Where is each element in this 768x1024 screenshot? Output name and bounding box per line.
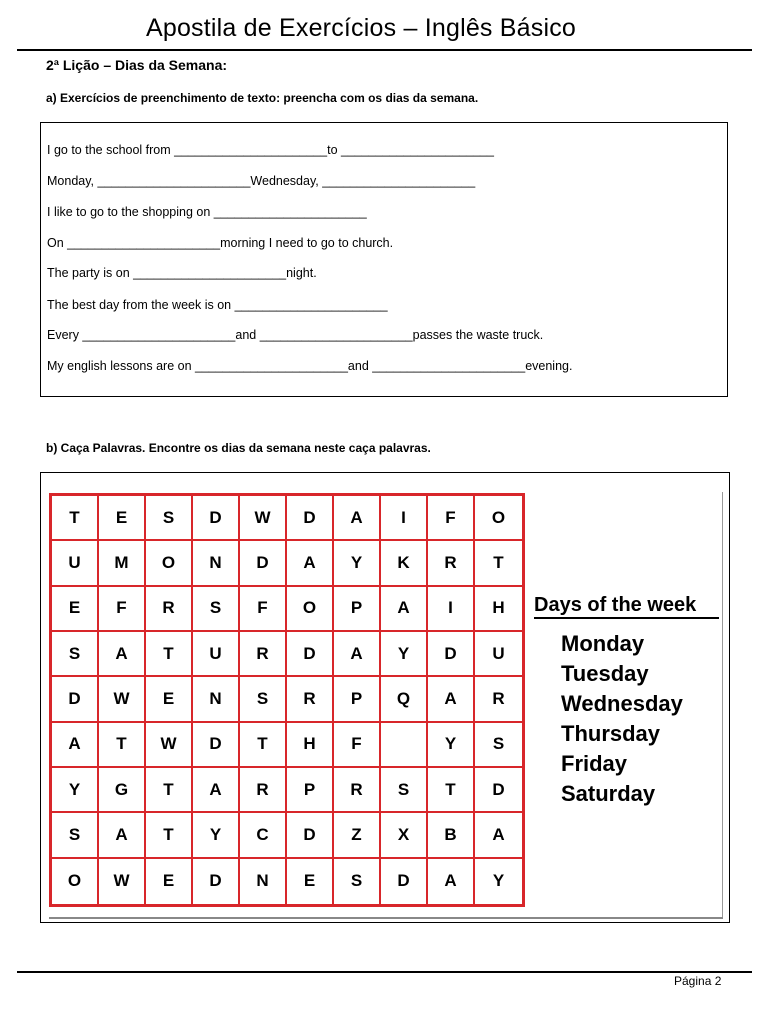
grid-cell: S bbox=[146, 496, 193, 541]
inner-frame-bottom-edge bbox=[49, 917, 723, 919]
grid-cell: S bbox=[334, 859, 381, 904]
grid-cell: E bbox=[146, 859, 193, 904]
grid-cell: A bbox=[99, 813, 146, 858]
grid-cell: O bbox=[52, 859, 99, 904]
grid-cell: T bbox=[475, 541, 522, 586]
grid-cell: T bbox=[240, 723, 287, 768]
grid-cell: A bbox=[428, 677, 475, 722]
grid-cell: I bbox=[428, 587, 475, 632]
grid-cell: A bbox=[287, 541, 334, 586]
week-word: Wednesday bbox=[561, 691, 683, 716]
grid-cell: R bbox=[146, 587, 193, 632]
grid-cell: D bbox=[240, 541, 287, 586]
week-word: Friday bbox=[561, 751, 628, 776]
grid-cell: F bbox=[428, 496, 475, 541]
grid-cell: E bbox=[99, 496, 146, 541]
grid-cell: A bbox=[52, 723, 99, 768]
grid-cell: Y bbox=[428, 723, 475, 768]
grid-cell: N bbox=[193, 677, 240, 722]
page-number: Página 2 bbox=[674, 974, 722, 988]
grid-cell: I bbox=[381, 496, 428, 541]
fill-in-line: I like to go to the shopping on ______________________ bbox=[47, 205, 367, 219]
grid-cell: T bbox=[146, 768, 193, 813]
section-b-instruction: b) Caça Palavras. Encontre os dias da semana neste caça palavras. bbox=[46, 441, 431, 455]
grid-cell bbox=[381, 723, 428, 768]
grid-cell: D bbox=[193, 723, 240, 768]
grid-cell: Y bbox=[193, 813, 240, 858]
fill-in-line: Every ______________________and ______________________passes the waste truck. bbox=[47, 328, 544, 342]
grid-cell: H bbox=[287, 723, 334, 768]
grid-cell: R bbox=[240, 632, 287, 677]
grid-cell: R bbox=[475, 677, 522, 722]
grid-cell: D bbox=[428, 632, 475, 677]
grid-cell: Y bbox=[492, 871, 505, 891]
fill-in-line: On ______________________morning I need to go to church. bbox=[47, 236, 394, 250]
grid-cell: N bbox=[240, 859, 287, 904]
grid-cell: T bbox=[428, 768, 475, 813]
grid-cell: G bbox=[99, 768, 146, 813]
grid-cell: R bbox=[334, 768, 381, 813]
grid-cell: Y bbox=[52, 768, 99, 813]
grid-cell: D bbox=[193, 859, 240, 904]
week-word-list bbox=[561, 629, 683, 809]
grid-cell: E bbox=[52, 587, 99, 632]
section-a-instruction: a) Exercícios de preenchimento de texto: preencha com os dias da semana. bbox=[46, 91, 479, 105]
grid-cell: S bbox=[240, 677, 287, 722]
grid-cell: U bbox=[52, 541, 99, 586]
grid-cell: D bbox=[475, 768, 522, 813]
header-divider bbox=[17, 49, 752, 51]
grid-cell: R bbox=[428, 541, 475, 586]
grid-cell: O bbox=[287, 587, 334, 632]
grid-cell: R bbox=[287, 677, 334, 722]
grid-cell: H bbox=[475, 587, 522, 632]
grid-cell: A bbox=[334, 496, 381, 541]
grid-cell: T bbox=[146, 632, 193, 677]
footer-divider bbox=[17, 971, 752, 973]
week-list-title: Days of the week bbox=[534, 593, 719, 619]
grid-cell: T bbox=[146, 813, 193, 858]
inner-frame-right-edge bbox=[722, 492, 723, 919]
fill-in-line: Monday, ______________________Wednesday, ______________________ bbox=[47, 174, 476, 188]
fill-in-line: My english lessons are on ______________________and ______________________evening. bbox=[47, 359, 573, 373]
fill-in-line: I go to the school from ______________________to ______________________ bbox=[47, 143, 494, 157]
grid-cell: S bbox=[193, 587, 240, 632]
grid-cell: O bbox=[146, 541, 193, 586]
page-header-title: Apostila de Exercícios – Inglês Básico bbox=[145, 14, 577, 42]
grid-cell: S bbox=[475, 723, 522, 768]
grid-cell: W bbox=[99, 677, 146, 722]
grid-cell: D bbox=[287, 632, 334, 677]
grid-cell: A bbox=[334, 632, 381, 677]
week-word: Tuesday bbox=[561, 661, 649, 686]
grid-cell: D bbox=[193, 496, 240, 541]
grid-cell: E bbox=[287, 859, 334, 904]
grid-cell: T bbox=[52, 496, 99, 541]
grid-cell: B bbox=[428, 813, 475, 858]
grid-cell: U bbox=[475, 632, 522, 677]
grid-cell: D bbox=[287, 813, 334, 858]
grid-cell: A bbox=[381, 587, 428, 632]
grid-cell: T bbox=[99, 723, 146, 768]
grid-cell: K bbox=[381, 541, 428, 586]
word-search-box bbox=[40, 472, 730, 923]
grid-cell: W bbox=[99, 859, 146, 904]
fill-in-line: The best day from the week is on ______________________ bbox=[47, 298, 388, 312]
grid-cell: F bbox=[240, 587, 287, 632]
grid-cell: Y bbox=[334, 541, 381, 586]
grid-cell: S bbox=[52, 632, 99, 677]
fill-in-box bbox=[40, 122, 728, 397]
grid-cell: F bbox=[334, 723, 381, 768]
lesson-title: 2ª Lição – Dias da Semana: bbox=[46, 57, 228, 73]
grid-cell: F bbox=[99, 587, 146, 632]
grid-cell: W bbox=[240, 496, 287, 541]
grid-cell: E bbox=[146, 677, 193, 722]
grid-cell: O bbox=[475, 496, 522, 541]
grid-cell: S bbox=[381, 768, 428, 813]
fill-in-line: The party is on ______________________night. bbox=[47, 266, 317, 280]
grid-cell: A bbox=[428, 859, 475, 904]
word-search-grid bbox=[49, 493, 525, 907]
grid-cell: N bbox=[193, 541, 240, 586]
grid-cell: A bbox=[475, 813, 522, 858]
grid-cell: Q bbox=[381, 677, 428, 722]
grid-cell: U bbox=[193, 632, 240, 677]
week-word: Thursday bbox=[561, 721, 661, 746]
grid-cell: A bbox=[193, 768, 240, 813]
grid-cell: C bbox=[240, 813, 287, 858]
grid-cell: X bbox=[381, 813, 428, 858]
grid-cell: D bbox=[381, 859, 428, 904]
grid-cell: R bbox=[240, 768, 287, 813]
grid-cell: M bbox=[99, 541, 146, 586]
grid-cell: S bbox=[52, 813, 99, 858]
grid-cell: Z bbox=[334, 813, 381, 858]
grid-cell: W bbox=[146, 723, 193, 768]
grid-cell: D bbox=[287, 496, 334, 541]
grid-cell: D bbox=[52, 677, 99, 722]
week-word: Saturday bbox=[561, 781, 656, 806]
grid-cell: A bbox=[99, 632, 146, 677]
grid-cell: P bbox=[287, 768, 334, 813]
week-word: Monday bbox=[561, 631, 645, 656]
grid-cell: P bbox=[334, 677, 381, 722]
grid-cell: P bbox=[334, 587, 381, 632]
grid-cell: Y bbox=[381, 632, 428, 677]
